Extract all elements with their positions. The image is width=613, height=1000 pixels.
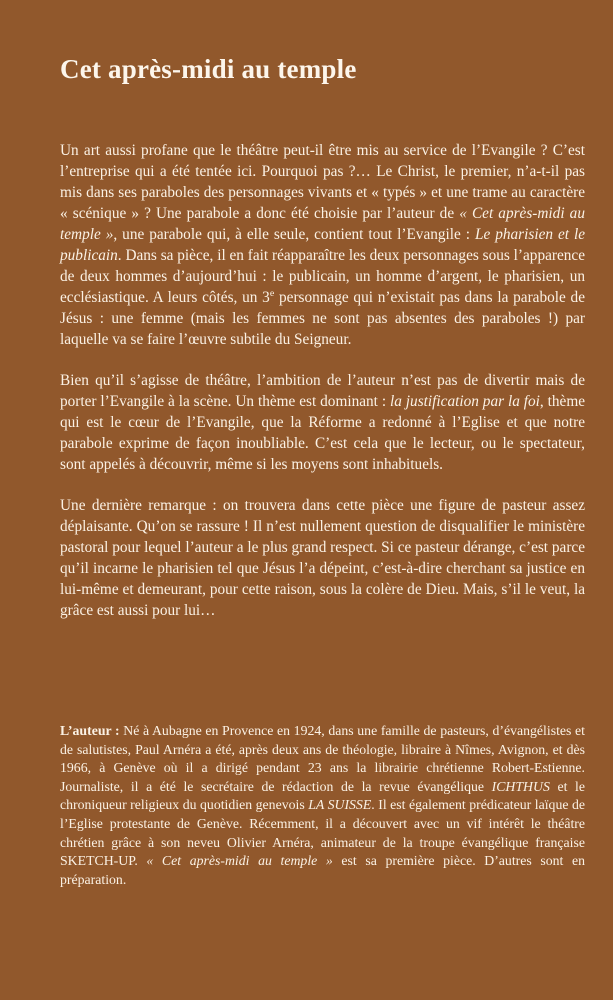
text-run: . Dans sa pièce, il en fait réapparaître les deux personnages sous l’apparence de deux hommes d’aujourd’hui : le publicain, un homme d’argent, le pharisien, un ecclésiastique. A leurs côtés, un 3 [60,247,586,306]
text-run: . Il est également prédicateur laïque de l’Eglise protestante de Genève. Récemment, il a découvert avec un vif intérêt le théâtre chrétien grâce à son neveu Olivier Arnéra, animateur de la troupe évangélique française SKETCH-UP. [60,797,585,869]
author-bio [60,722,585,889]
text-run: est sa première pièce. D’autres sont en préparation. [60,853,585,887]
paragraph-remark: Une dernière remarque : on trouvera dans cette pièce une figure de pasteur assez déplaisante. Qu’on se rassure ! Il n’est nullement question de disqualifier le ministère pastoral pour lequel l’auteur a le plus grand respect. Si ce pasteur dérange, c’est parce qu’il incarne le pharisien tel que Jésus l’a dépeint, c’est-à-dire cherchant sa justice en lui-même et demeurant, pour cette raison, sous la colère de Dieu. Mais, s’il le veut, la grâce est aussi pour lui… [60,497,585,619]
italic-run: « Cet après-midi au temple » [146,853,333,869]
text-run: Né à Aubagne en Provence en 1924, dans une famille de pasteurs, d’évangélistes et de salutistes, Paul Arnéra a été, après deux ans de théologie, libraire à Nîmes, Avignon, et dès 1966, à Genève où il a dirigé pendant 23 ans la librairie chrétienne Robert-Estienne. Journaliste, il a été le secrétaire de rédaction de la revue évangélique [60,723,585,794]
italic-run: ICHTHUS [491,778,550,794]
author-label: L’auteur : [60,723,120,738]
text-run: Un art aussi profane que le théâtre peut-il être mis au service de l’Evangile ? C’est l’entreprise qui a été tentée ici. Pourquoi pas ?… Le Christ, le premier, n’a-t-il pas mis dans ses paraboles des personnages vivants et « typés » et une trame au caractère « scénique » ? Une parabole a donc été choisie par l’auteur de [60,142,585,222]
text-run: personnage qui n’existait pas dans la parabole de Jésus : une femme (mais les femmes ne sont pas absentes des paraboles !) par laquelle va se faire l’œuvre subtile du Seigneur. [60,289,585,348]
italic-run: Le pharisien et le publicain [60,226,586,264]
italic-run: la justification par la foi [390,393,540,410]
text-run: Bien qu’il s’agisse de théâtre, l’ambition de l’auteur n’est pas de divertir mais de porter l’Evangile à la scène. Un thème est dominant : [60,372,585,410]
paragraph-intro [60,140,585,350]
text-run: , thème qui est le cœur de l’Evangile, que la Réforme a redonné à l’Eglise et que notre parabole exprime de façon inoubliable. C’est cela que le lecteur, ou le spectateur, sont appelés à découvrir, même si les moyens sont inhabituels. [60,393,586,473]
text-run: , une parabole qui, à elle seule, contient tout l’Evangile : [113,226,475,243]
paragraph-theme [60,370,585,475]
page-title: Cet après-midi au temple [60,54,357,84]
italic-run: LA SUISSE [308,797,372,813]
italic-run: « Cet après-midi au temple » [60,205,585,243]
text-run: et le chroniqueur religieux du quotidien genevois [60,778,585,813]
superscript: e [269,287,275,299]
